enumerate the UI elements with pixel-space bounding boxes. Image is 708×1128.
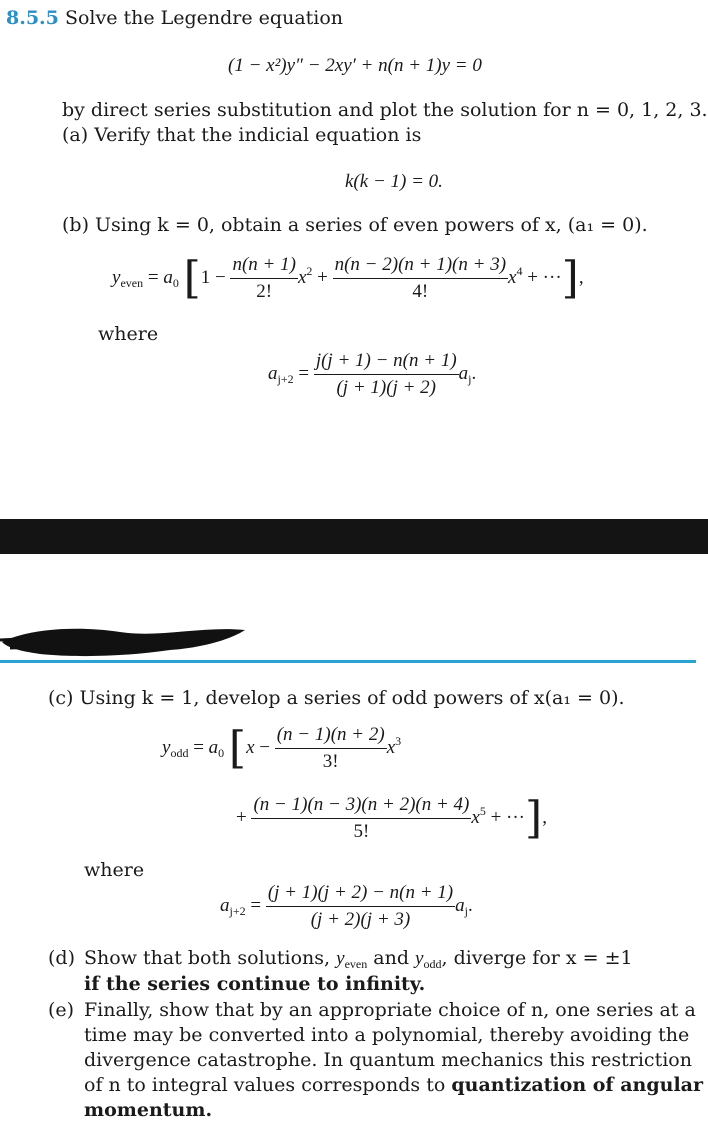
part-e-label: (e) — [48, 999, 75, 1021]
legendre-equation: (1 − x²)y″ − 2xy′ + n(n + 1)y = 0 — [228, 55, 482, 76]
problem-title: Solve the Legendre equation — [64, 7, 344, 29]
where-label-2: where — [84, 859, 145, 881]
redaction-scribble — [0, 618, 250, 664]
part-e-line1: Finally, show that by an appropriate choice of n, one series at a — [84, 999, 696, 1021]
part-d-bold: if the series continue to infinity. — [84, 973, 426, 995]
part-c-text: (c) Using k = 1, develop a series of odd powers of x(a₁ = 0). — [48, 687, 625, 709]
intro-text: by direct series substitution and plot the solution for n = 0, 1, 2, 3. — [62, 99, 708, 121]
where-label-1: where — [98, 323, 159, 345]
part-a-text: (a) Verify that the indicial equation is — [62, 124, 422, 146]
section-rule — [0, 660, 696, 663]
problem-heading — [6, 6, 343, 30]
part-d-line1: Show that both solutions, $y_{even}$ and $y_{odd}$, diverge for x = ±1 — [84, 947, 633, 971]
part-b-text: (b) Using k = 0, obtain a series of even powers of x, (a₁ = 0). — [62, 214, 648, 236]
y-odd-formula-cont: + $\frac{(n - 1)(n - 3)(n + 2)(n + 4)}{5!}$ $x^5$ + ···], — [236, 792, 547, 844]
recurrence-odd: $a_{j+2}$ = $\frac{(j + 1)(j + 2) - n(n + 1)}{(j + 2)(j + 3)}$ $a_j$. — [220, 882, 473, 930]
problem-number: 8.5.5 — [6, 7, 59, 29]
page-break-band — [0, 519, 708, 554]
recurrence-even: $a_{j+2}$ = $\frac{j(j + 1) - n(n + 1)}{(j + 1)(j + 2)}$ $a_j$. — [268, 350, 477, 398]
part-e-line5: momentum. — [84, 1099, 213, 1121]
y-even-formula: $y_{even} = a_0$ [1 − $\frac{n(n + 1)}{2!}$ $x^2$ + $\frac{n(n - 2)(n + 1)(n + 3)}{4!}$ $x^4$ + ···], — [112, 252, 584, 304]
part-e-line3: divergence catastrophe. In quantum mechanics this restriction — [84, 1049, 692, 1071]
y-odd-formula: $y_{odd} = a_0$ [x − $\frac{(n - 1)(n + 2)}{3!}$ $x^3$ — [162, 722, 402, 774]
part-e-line4: of n to integral values corresponds to quantization of angular — [84, 1074, 703, 1096]
indicial-equation: k(k − 1) = 0. — [345, 171, 443, 192]
part-e-line2: time may be converted into a polynomial, thereby avoiding the — [84, 1024, 690, 1046]
part-d-label: (d) — [48, 947, 75, 969]
